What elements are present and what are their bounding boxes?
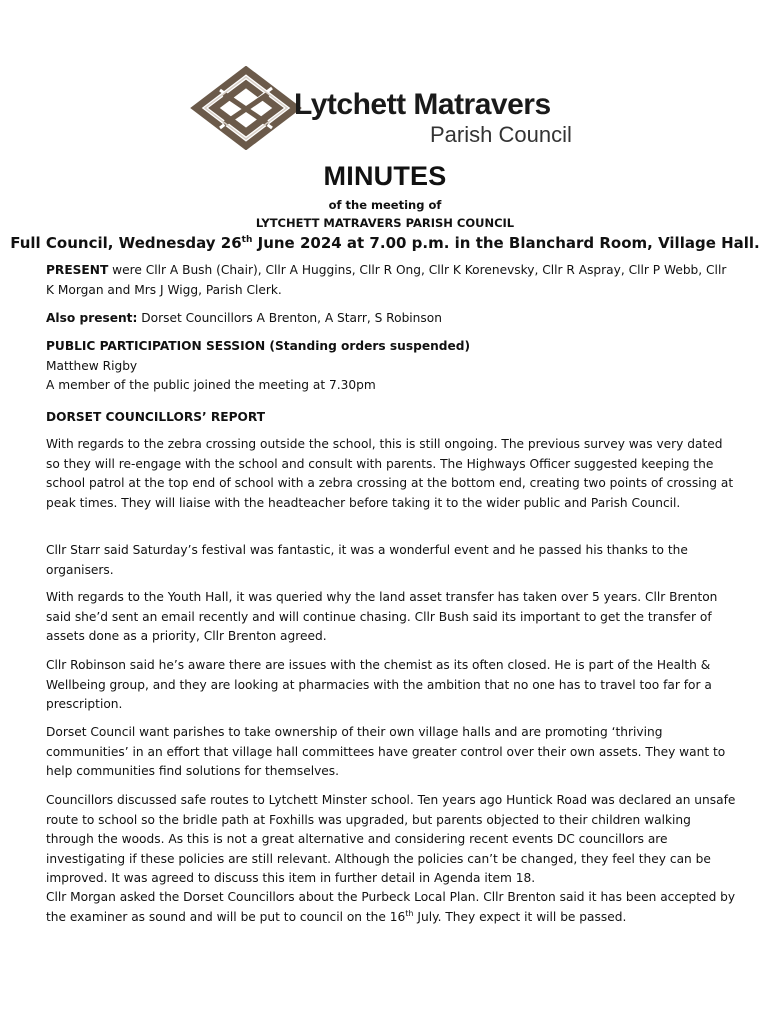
report-paragraph-7-pre: Cllr Morgan asked the Dorset Councillors about the Purbeck Local Plan. Cllr Brenton said it has been accepted by the examiner as sound and will be put to council on the 16 <box>46 890 736 924</box>
report-paragraph-6: Councillors discussed safe routes to Lytchett Minster school. Ten years ago Huntick Road was declared an unsafe route to school so the bridle path at Foxhills was upgraded, but parents objected to their children walking through the woods. As this is not a great alternative and considering recent events DC councillors are investigating if these policies are still relevant. Although the policies can’t be changed, they feel they can be improved. It was agreed to discuss this item in further detail in Agenda item 18. <box>46 793 736 886</box>
public-participation-heading: PUBLIC PARTICIPATION SESSION (Standing orders suspended) <box>46 339 471 353</box>
present-text: were Cllr A Bush (Chair), Cllr A Huggins, Cllr R Ong, Cllr K Korenevsky, Cllr R Aspray, Cllr P Webb, Cllr K Morgan and Mrs J Wigg, Parish Clerk. <box>46 263 727 297</box>
meeting-details-post: June 2024 at 7.00 p.m. in the Blanchard Room, Village Hall. <box>252 234 760 252</box>
report-paragraph-7-post: July. They expect it will be passed. <box>413 909 627 924</box>
meeting-details <box>0 234 770 252</box>
present-paragraph <box>46 261 736 300</box>
report-paragraph-5: Dorset Council want parishes to take ownership of their own village halls and are promoting ‘thriving communities’ in an effort that village hall committees have greater control over their own assets. They want to help communities find solutions for themselves. <box>46 725 726 779</box>
logo-subtitle: Parish Council <box>430 122 572 147</box>
meeting-details-pre: Full Council, Wednesday 26 <box>10 234 242 252</box>
also-present-label: Also present: <box>46 311 138 325</box>
report-paragraph-2: Cllr Starr said Saturday’s festival was fantastic, it was a wonderful event and he passed his thanks to the organisers. <box>46 543 688 577</box>
logo-name: Lytchett Matravers <box>294 88 551 121</box>
report-paragraph-7-suffix: th <box>405 908 414 918</box>
also-present-text: Dorset Councillors A Brenton, A Starr, S Robinson <box>137 311 442 325</box>
report-paragraph-1: With regards to the zebra crossing outside the school, this is still ongoing. The previous survey was very dated so they will re-engage with the school and consult with parents. The Highways Officer suggested keeping the school patrol at the top end of school with a zebra crossing at the bottom end, creating two points of crossing at peak times. They will liaise with the headteacher before taking it to the wider public and Parish Council. <box>46 437 734 510</box>
report-paragraph-3: With regards to the Youth Hall, it was queried why the land asset transfer has taken over 5 years. Cllr Brenton said she’d sent an email recently and will continue chasing. Cllr Bush said its important to get the transfer of assets done as a priority, Cllr Brenton agreed. <box>46 590 718 644</box>
public-participation-section <box>46 337 736 396</box>
document-title: MINUTES <box>323 161 447 191</box>
present-label: PRESENT <box>46 263 109 277</box>
public-participation-line2: A member of the public joined the meeting at 7.30pm <box>46 378 376 393</box>
report-paragraph-4: Cllr Robinson said he’s aware there are issues with the chemist as its often closed. He is part of the Health & Wellbeing group, and they are looking at pharmacies with the ambition that no one has to travel too far for a prescription. <box>46 658 712 712</box>
council-logo <box>190 66 590 156</box>
knot-logo-icon <box>190 66 302 150</box>
also-present-paragraph <box>46 309 736 329</box>
report-paragraph-7 <box>46 888 736 927</box>
report-heading: DORSET COUNCILLORS’ REPORT <box>46 410 266 424</box>
subtitle-line2: LYTCHETT MATRAVERS PARISH COUNCIL <box>255 216 515 230</box>
subtitle-line1: of the meeting of <box>328 198 442 212</box>
public-participation-line1: Matthew Rigby <box>46 358 138 373</box>
meeting-day-suffix: th <box>241 235 253 245</box>
